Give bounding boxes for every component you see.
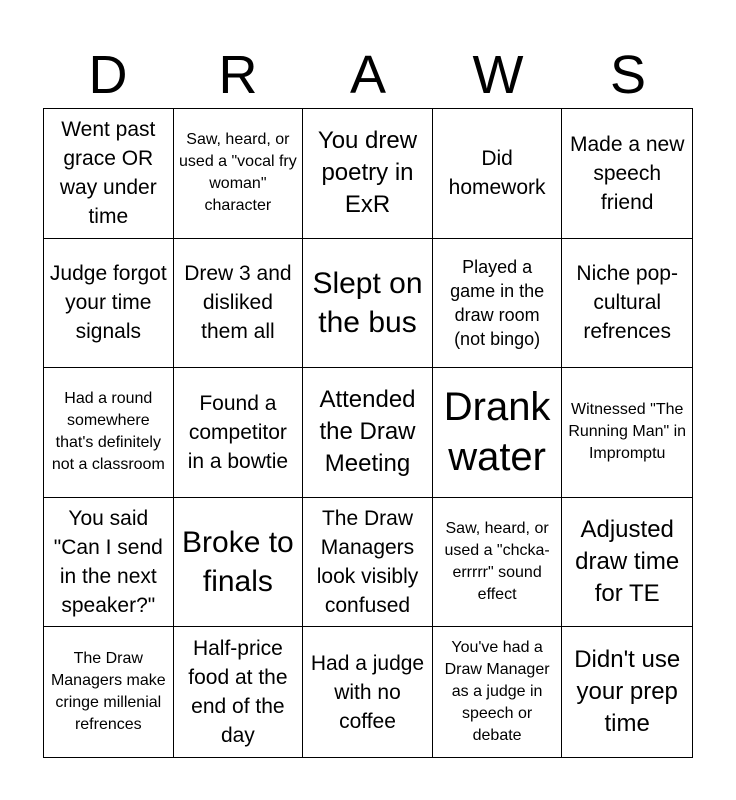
cell-text: Half-price food at the end of the day bbox=[188, 637, 288, 748]
bingo-cell[interactable] bbox=[44, 239, 174, 369]
bingo-cell[interactable] bbox=[303, 109, 433, 239]
cell-text: The Draw Managers make cringe millenial refrences bbox=[50, 650, 166, 734]
bingo-cell[interactable] bbox=[174, 109, 304, 239]
bingo-cell[interactable] bbox=[562, 627, 692, 757]
cell-text: You drew poetry in ExR bbox=[317, 127, 418, 219]
header-letter-r: R bbox=[218, 45, 258, 105]
cell-text: Drew 3 and disliked them all bbox=[184, 262, 292, 344]
cell-text: Saw, heard, or used a "vocal fry woman" character bbox=[179, 131, 297, 215]
cell-text: Didn't use your prep time bbox=[574, 646, 681, 738]
bingo-cell[interactable] bbox=[433, 627, 563, 757]
header-letter-w: W bbox=[472, 45, 524, 105]
bingo-cell[interactable] bbox=[174, 239, 304, 369]
bingo-cell[interactable] bbox=[303, 368, 433, 498]
bingo-cell[interactable] bbox=[433, 368, 563, 498]
bingo-cell[interactable] bbox=[174, 627, 304, 757]
cell-text: Made a new speech friend bbox=[569, 132, 685, 214]
cell-text: Attended the Draw Meeting bbox=[319, 386, 416, 478]
cell-text: Had a round somewhere that's definitely not a classroom bbox=[51, 390, 165, 474]
bingo-cell[interactable] bbox=[44, 368, 174, 498]
header-letter-d: D bbox=[88, 45, 128, 105]
bingo-cell[interactable] bbox=[303, 239, 433, 369]
cell-text: Played a game in the draw room (not bingo) bbox=[450, 256, 545, 349]
bingo-header bbox=[43, 42, 693, 108]
cell-text: Found a competitor in a bowtie bbox=[187, 391, 289, 473]
cell-text: Saw, heard, or used a "chcka-errrrr" sound effect bbox=[444, 520, 550, 604]
bingo-cell[interactable] bbox=[562, 498, 692, 628]
cell-text: Judge forgot your time signals bbox=[49, 262, 167, 344]
bingo-cell[interactable] bbox=[44, 109, 174, 239]
bingo-cell[interactable] bbox=[562, 239, 692, 369]
cell-text: Slept on the bus bbox=[312, 266, 423, 339]
cell-text: Drank water bbox=[443, 385, 551, 480]
bingo-cell[interactable] bbox=[44, 627, 174, 757]
header-letter-s: S bbox=[609, 45, 647, 105]
bingo-cell[interactable] bbox=[562, 109, 692, 239]
cell-text: Adjusted draw time for TE bbox=[575, 516, 680, 608]
bingo-cell[interactable] bbox=[303, 627, 433, 757]
cell-text: The Draw Managers look visibly confused bbox=[316, 507, 419, 618]
cell-text: Went past grace OR way under time bbox=[59, 118, 157, 229]
cell-text: Broke to finals bbox=[182, 526, 294, 599]
cell-text: You've had a Draw Manager as a judge in speech or debate bbox=[444, 639, 550, 745]
bingo-cell[interactable] bbox=[303, 498, 433, 628]
bingo-cell[interactable] bbox=[44, 498, 174, 628]
cell-text: You said "Can I send in the next speaker?" bbox=[53, 507, 163, 618]
bingo-cell[interactable] bbox=[433, 109, 563, 239]
cell-text: Witnessed "The Running Man" in Impromptu bbox=[568, 401, 687, 463]
bingo-cell[interactable] bbox=[174, 498, 304, 628]
bingo-cell[interactable] bbox=[174, 368, 304, 498]
cell-text: Had a judge with no coffee bbox=[310, 651, 425, 733]
bingo-board bbox=[43, 108, 693, 758]
cell-text: Did homework bbox=[448, 147, 546, 200]
cell-text: Niche pop-cultural refrences bbox=[576, 262, 678, 344]
bingo-cell[interactable] bbox=[562, 368, 692, 498]
header-letter-a: A bbox=[349, 45, 387, 105]
bingo-cell[interactable] bbox=[433, 239, 563, 369]
bingo-cell[interactable] bbox=[433, 498, 563, 628]
